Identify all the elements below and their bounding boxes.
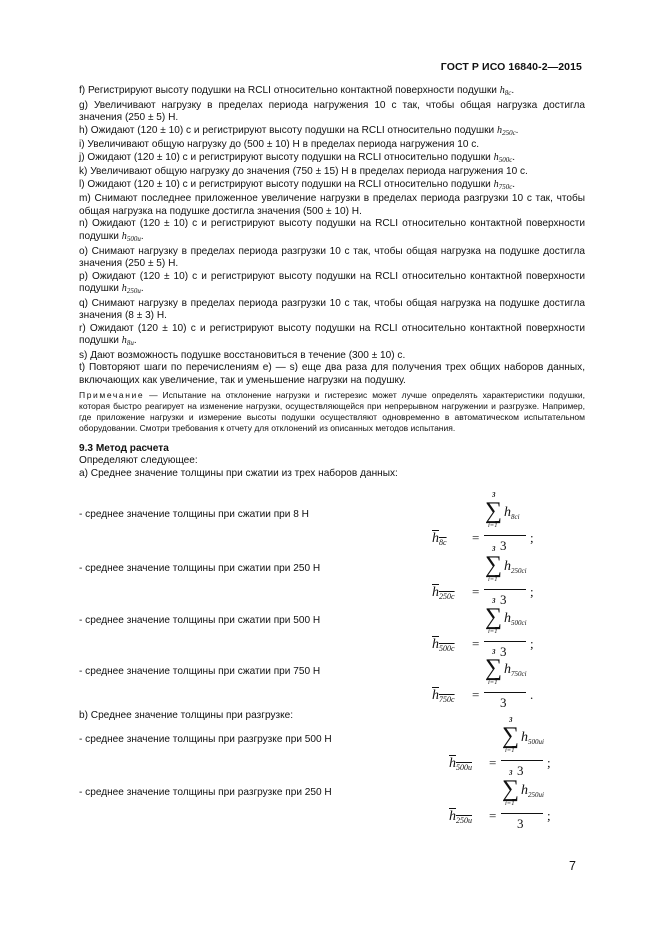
formula-lhs-h: h (432, 637, 439, 652)
sum-lower-limit: i=1 (488, 522, 498, 529)
step-p-h-symbol: h (121, 283, 127, 295)
note-text: — Испытание на отклонение нагрузки и гистерезис может лучше определять характеристики подушки, которая быстро реагирует на изменение нагрузки, осуществляющейся при непрерывном нагружении и разгрузке. Например, где приложение нагрузки и измерение высоты подушки осуществляют одновременно в автоматическом испытательном оборудовании. Смотри требования к отчету для отклонений из описанных методов испытания. (79, 389, 585, 433)
formula-fraction (501, 769, 561, 835)
fraction-denominator: 3 (500, 538, 507, 553)
formula-end-punct: ; (530, 584, 534, 599)
formula-lhs (432, 585, 455, 601)
step-p-subscript: 250u (126, 287, 141, 296)
step-r (79, 323, 585, 350)
step-n-text: n) Ожидают (120 ± 10) с и регистрируют высоту подушки на RCLI относительно контактной поверхности подушки (79, 218, 585, 243)
formula-equals: = (472, 584, 480, 599)
note-label: Примечание (79, 389, 145, 400)
formula-label: - среднее значение толщины при сжатии при 500 Н (79, 615, 321, 626)
formula-row-8c (79, 491, 585, 553)
step-j-end: . (512, 151, 516, 163)
sigma-symbol: ∑ (502, 776, 520, 802)
sigma-symbol: ∑ (485, 552, 503, 578)
formula-end-punct: ; (530, 636, 534, 651)
sigma-symbol: ∑ (502, 723, 520, 749)
formula-label: - среднее значение толщины при сжатии при 750 Н (79, 666, 321, 677)
step-s: s) Дают возможность подушке восстановиться в течение (300 ± 10) с. (79, 349, 406, 361)
step-n (79, 218, 585, 245)
formula-end-punct: ; (530, 530, 534, 545)
sum-term-h: h (504, 559, 511, 574)
step-h-end: . (515, 124, 519, 136)
step-p-end: . (140, 283, 144, 295)
sum-term (504, 662, 527, 678)
step-n-subscript: 500u (126, 235, 141, 244)
sum-term-subscript: 250ui (528, 791, 544, 799)
step-h-text: h) Ожидают (120 ± 10) с и регистрируют высоту подушки на RCLI относительно подушки (79, 124, 495, 136)
fraction-bar (484, 692, 526, 693)
step-g: g) Увеличивают нагрузку в пределах периода нагружения 10 с так, чтобы общая нагрузка достигла значения (250 ± 5) Н. (79, 99, 585, 124)
step-l-subscript: 750c (498, 182, 513, 191)
fraction-denominator: 3 (500, 695, 507, 710)
step-l-h-symbol: h (493, 178, 499, 190)
formula-lhs-subscript: 8c (439, 538, 447, 547)
formula-lhs (449, 756, 472, 772)
fraction-bar (501, 813, 543, 814)
formula-end-punct: ; (547, 755, 551, 770)
document-code-header: ГОСТ Р ИСО 16840-2—2015 (440, 61, 582, 73)
step-l-text: l) Ожидают (120 ± 10) с и регистрируют высоту подушки на RCLI относительно подушки (79, 178, 491, 190)
fraction-bar (484, 535, 526, 536)
fraction-bar (484, 641, 526, 642)
step-r-end: . (133, 335, 137, 347)
sum-term-subscript: 8ci (511, 513, 520, 521)
formula-row-250c (79, 545, 585, 607)
step-r-subscript: 8u (126, 339, 134, 348)
sigma-symbol: ∑ (485, 604, 503, 630)
step-i: i) Увеличивают общую нагрузку до (500 ± 10) Н в пределах периода нагружения 10 с. (79, 139, 480, 151)
step-j-subscript: 500c (498, 155, 513, 164)
formula-label: - среднее значение толщины при сжатии при 250 Н (79, 563, 321, 574)
sum-upper-limit: 3 (492, 597, 496, 605)
step-f (79, 85, 585, 100)
fraction-denominator: 3 (517, 816, 524, 831)
step-p (79, 271, 585, 298)
formula-equals: = (472, 687, 480, 702)
formula-lhs (432, 688, 455, 704)
step-f-end: . (511, 85, 515, 96)
sum-lower-limit: i=1 (488, 628, 498, 635)
formula-lhs (449, 809, 472, 825)
step-j-h-symbol: h (493, 151, 499, 163)
formula-equals: = (472, 636, 480, 651)
formula-lhs-h: h (432, 585, 439, 600)
formula-label: - среднее значение толщины при разгрузке при 250 Н (79, 787, 332, 798)
note-paragraph (79, 390, 585, 434)
section-item-b: b) Среднее значение толщины при разгрузке: (79, 710, 294, 721)
sum-term-subscript: 750ci (511, 670, 527, 678)
step-f-text: f) Регистрируют высоту подушки на RCLI относительно контактной поверхности подушки (79, 85, 497, 96)
section-title: 9.3 Метод расчета (79, 442, 169, 454)
sigma-symbol: ∑ (485, 498, 503, 524)
formula-lhs-subscript: 250c (439, 592, 455, 601)
sum-term (521, 730, 544, 746)
step-r-text: r) Ожидают (120 ± 10) с и регистрируют высоту подушки на RCLI относительно контактной поверхности подушки (79, 322, 585, 347)
document-body (79, 85, 585, 480)
formula-equals: = (472, 530, 480, 545)
sum-term (504, 505, 520, 521)
formula-lhs (432, 637, 455, 653)
sum-lower-limit: i=1 (488, 576, 498, 583)
step-l (79, 179, 585, 194)
step-l-end: . (512, 178, 516, 190)
formula-lhs-h: h (432, 688, 439, 703)
formula-lhs-subscript: 750c (439, 695, 455, 704)
step-n-h-symbol: h (121, 231, 127, 243)
step-h-subscript: 250c (502, 128, 516, 137)
sum-term-subscript: 250ci (511, 567, 527, 575)
step-h-h-symbol: h (497, 124, 503, 136)
sum-upper-limit: 3 (509, 716, 513, 724)
step-q: q) Снимают нагрузку в пределах периода разгрузки 10 с так, чтобы общая нагрузка на подушке достигла значения (8 ± 3) Н. (79, 297, 585, 322)
sum-term-h: h (504, 505, 511, 520)
step-j-text: j) Ожидают (120 ± 10) с и регистрируют высоту подушки на RCLI относительно подушки (79, 151, 491, 163)
sum-term-h: h (504, 611, 511, 626)
sum-term-h: h (521, 783, 528, 798)
section-intro: Определяют следующее: (79, 455, 198, 467)
sum-lower-limit: i=1 (505, 747, 515, 754)
formula-lhs-h: h (432, 531, 439, 546)
step-f-subscript: 8c (504, 89, 512, 97)
formula-label: - среднее значение толщины при разгрузке при 500 Н (79, 734, 332, 745)
sum-term (504, 611, 527, 627)
sum-lower-limit: i=1 (488, 679, 498, 686)
formula-lhs-h: h (449, 809, 456, 824)
formula-equals: = (489, 755, 497, 770)
fraction-denominator: 3 (517, 763, 524, 778)
sum-lower-limit: i=1 (505, 800, 515, 807)
step-f-h-symbol: h (499, 85, 505, 96)
formula-row-500u (79, 716, 585, 778)
formula-lhs (432, 531, 447, 547)
sum-upper-limit: 3 (492, 491, 496, 499)
step-r-h-symbol: h (121, 335, 127, 347)
formula-250u (449, 769, 579, 857)
formula-row-500c (79, 597, 585, 659)
sum-upper-limit: 3 (492, 648, 496, 656)
formula-lhs-subscript: 500c (439, 644, 455, 653)
formula-lhs-subscript: 250u (456, 816, 472, 825)
page-number: 7 (569, 859, 576, 873)
step-h (79, 125, 585, 140)
step-k: k) Увеличивают общую нагрузку до значения (750 ± 15) Н в пределах периода нагружения 10 с. (79, 166, 528, 178)
sum-term-h: h (521, 730, 528, 745)
step-p-text: p) Ожидают (120 ± 10) с и регистрируют высоту подушки на RCLI относительно контактной поверхности подушки (79, 270, 585, 295)
sum-term (504, 559, 527, 575)
step-t: t) Повторяют шаги по перечислениям e) — s) еще два раза для получения трех общих наборов данных, включающих как увеличение, так и уменьшение нагрузки на подушку. (79, 362, 585, 387)
formula-fraction (484, 648, 544, 714)
section-item-a: а) Среднее значение толщины при сжатии из трех наборов данных: (79, 467, 398, 479)
formula-equals: = (489, 808, 497, 823)
formula-lhs-subscript: 500u (456, 763, 472, 772)
sum-term-subscript: 500ui (528, 738, 544, 746)
step-j (79, 152, 585, 167)
step-n-end: . (140, 231, 144, 243)
formula-label: - среднее значение толщины при сжатии при 8 Н (79, 509, 309, 520)
sum-upper-limit: 3 (492, 545, 496, 553)
formula-lhs-h: h (449, 756, 456, 771)
step-m: m) Снимают последнее приложенное увеличение нагрузки в пределах периода разгрузки 10 с так, чтобы общая нагрузка на подушке достигла значения (500 ± 10) Н. (79, 193, 585, 217)
step-o: o) Снимают нагрузку в пределах периода разгрузки 10 с так, чтобы общая нагрузка на подушке достигла значения (250 ± 5) Н. (79, 245, 585, 270)
sum-term (521, 783, 544, 799)
sum-term-h: h (504, 662, 511, 677)
sum-upper-limit: 3 (509, 769, 513, 777)
formula-row-250u (79, 769, 585, 831)
fraction-denominator: 3 (500, 644, 507, 659)
fraction-bar (501, 760, 543, 761)
formula-end-punct: ; (547, 808, 551, 823)
fraction-denominator: 3 (500, 592, 507, 607)
sum-term-subscript: 500ci (511, 619, 527, 627)
formula-end-punct: . (530, 687, 534, 702)
sigma-symbol: ∑ (485, 655, 503, 681)
fraction-bar (484, 589, 526, 590)
